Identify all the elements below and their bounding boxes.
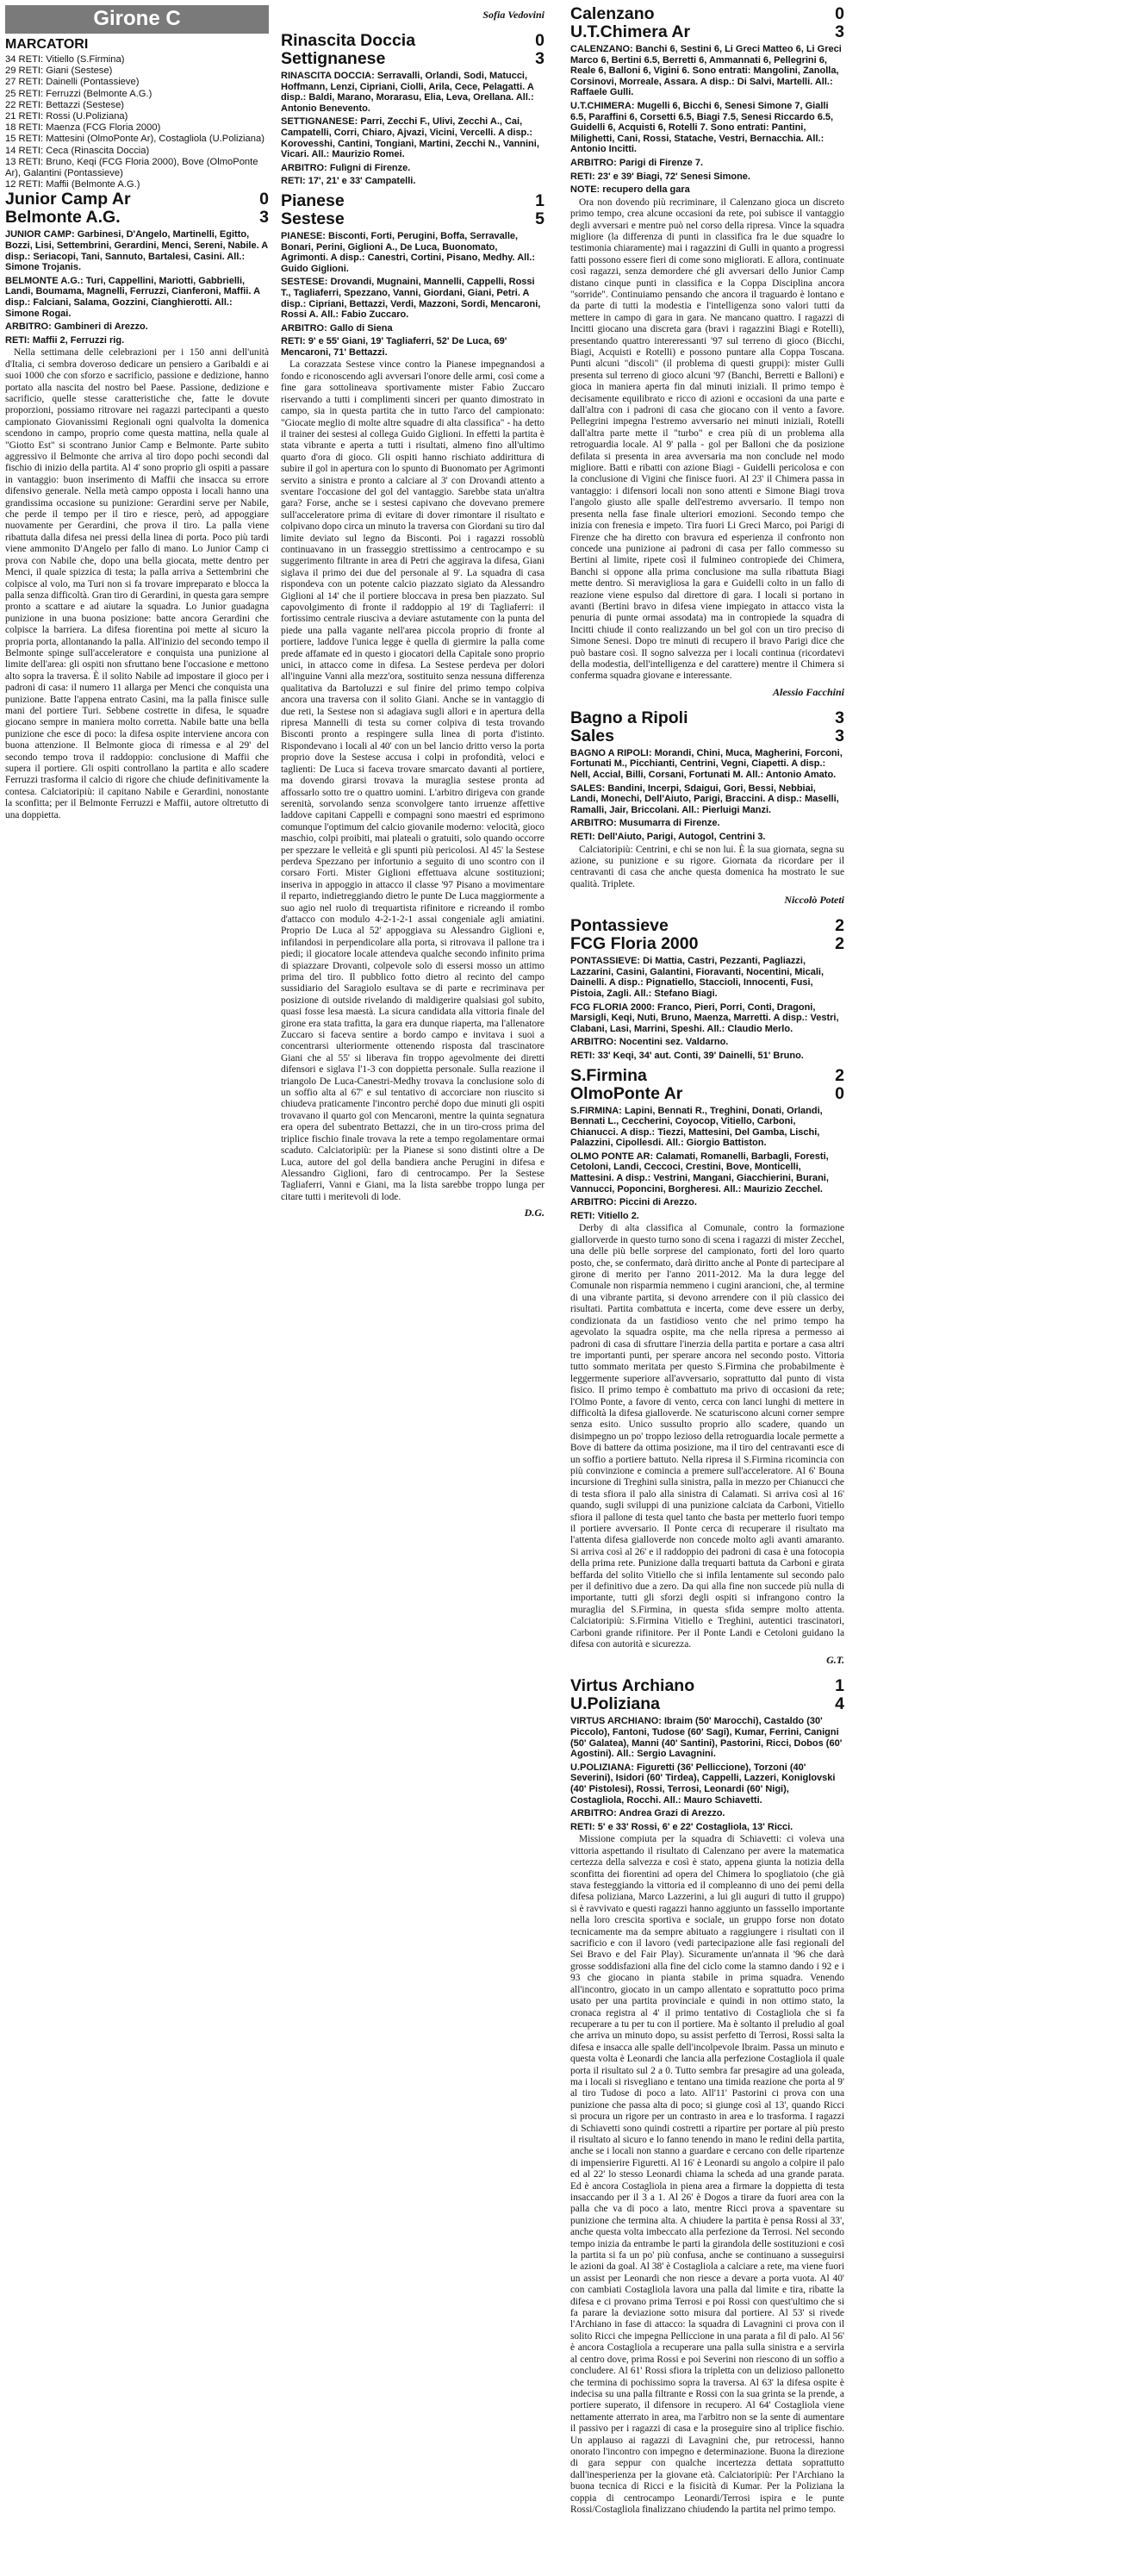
home-team: Pontassieve [570, 916, 669, 936]
home-score: 2 [835, 916, 844, 936]
marcatori-title: MARCATORI [5, 37, 89, 52]
marcatori-line: 13 RETI: Bruno, Keqi (FCG Floria 2000), Bove (OlmoPonte Ar), Galantini (Pontassieve) [5, 156, 258, 179]
away-score: 3 [259, 208, 269, 228]
lineup-line: SETTIGNANESE: Parri, Zecchi F., Ulivi, Zecchi A., Cai, Campatelli, Corri, Chiaro, Ajvazi, Vicini, Vercelli. A disp.: Korovesshi, Cantini, Tongiani, Martini, Zecchi N., Vannini, Vicari. All.: Maurizio Romei. [281, 116, 539, 160]
match-report: La corazzata Sestese vince contro la Pianese impegnandosi a fondo e riconoscendo agli avversari l'onore delle armi, così come a fine gara sottolineava sportivamente mister Fabio Zuccaro riservando a tutti i complimenti sinceri per quanto dimostrato in campo, sia in questa partita che in tutto l'arco del campionato: "Giocate meglio di molte altre squadre di alta classifica" - ha detto il trainer dei sestesi al collega Guido Giglioni. In effetti la partita è stata vibrante e aperta a tutti i risultati, almeno fino all'ultimo quarto d'ora di gioco. Gli ospiti hanno rischiato addirittura di subire il gol in apertura con lo spunto di Buonomato per Agrimonti servito a sinistra e pronto a calciare al 3' con Drovandi attento a sventare l'occasione del gol del vantaggio. Sarebbe stata un'altra gara? Forse, anche se i sestesi capivano che dovevano premere sull'acceleratore prima di evitare di dover rimontare il risultato e colpivano dopo circa un minuto la traversa con Giordani su tiro dal limite deviato sul legno da Bisconti. Poi i ragazzi rossoblù continuavano in un frasseggio strettissimo a centrocampo e su suggerimento filtrante in area di Petri che aggirava la difesa, Giani siglava il primo dei due del personale al 9'. La squadra di casa rispondeva con un potente calcio piazzato sigiato da Alessandro Giglioni al 14' che il portiere bloccava in presa ben piazzato. Sul capovolgimento di fronte il raddoppio al 19' di Tagliaferri: il fortissimo centrale riusciva a deviare astutamente con la punta del piede una palla vagante nell'area piccola proprio di fronte al portiere, laddove l'unica legge è quella di giermire la palla come prede affamate ed in questo i giocatori della Capitale sono proprio unici, in attacco come in difesa. La Sestese perdeva per dolori all'inguine Vanni alla mezz'ora, sostituito senza nessuna differenza qualitativa da Bartoluzzi e sul finire del primo tempo colpiva ancora una traversa con il solito Giani. Anche se in vantaggio di due reti, la Sestese non si adagiava sugli allori e in apertura della ripresa Mannelli di testa su corner colpiva di testa trovando Bisconti pronto a respingere sulla linea di porta d'istinto. Rispondevano i locali al 40' con un bel lancio dritto verso la porta proprio dove la Sestese accusa i colpi in profondità, veloci e taglienti: De Luca si faceva trovare smarcato davanti al portiere, ma dovendo girarsi trovava la muraglia sestese pronta ad affossarlo sotto tre o quattro uomini. L'arbitro dirigeva con grande serenità, sorvolando senza sconvolgere tanto irruenze affettive laddove capitani Cappelli e compagni sono maestri ed esprimono comunque l'optimum del calcio giovanile moderno: velocità, gioco maschio, colpi proibiti, mai plateali o gratuiti, solo quando occorre per spezzare le velleità e gli spunti più pericolosi. Al 45' la Sestese perdeva Spezzano per infortunio a seguito di uno scontro con il corsaro Forti. Mister Giglioni effettuava alcune sostituzioni; inseriva in appoggio in attacco il classe '97 Pisano a movimentare il reparto, indietreggiando dietro le punte De Luca maggiormente a suo agio nel ruolo di trequartista rifinitore e ricreando il rombo d'attacco con modulo 4-2-1-2-1 assai congeniale agli amiatini. Proprio De Luca al 52' appoggiava su Alessandro Giglioni e, infilandosi in perpendicolare alla porta, si ritrovava il pallone tra i piedi; il giocatore locale attendeva qualche secondo infinito prima di spiazzare Drovanti, colpevole solo di essersi mosso un attimo prima del tiro. Il pubblico fotto dietro al recinto del campo sussidiario del Saragiolo esultava se di parte e recriminava per posizione di outside rivelando di maldigerire qualsiasi gol subito, quasi fosse lesa maestà. La sicura candidata alla vittoria finale del girone era stata trafitta, la gara era dunque riaperta, ma l'allenatore Zuccaro si faceva sentire a bordo campo e invitava i suoi a concentrarsi ulteriormente ottenendo risposta dal trascinatore Giani che al 55' si liberava fin troppo agevolmente dei diretti difensori e siglava l'1-3 con doppietta personale. Sulla reazione il triangolo De Luca-Canestri-Medhy trovava la conclusione solo di un soffio alta al 67' e sul tentativo di accorciare non riuscito si chiudeva praticamente l'incontro perché dopo due minuti gli ospiti trovavano il quarto gol con Mencaroni, mentre la quinta segnatura era opera del subentrato Bettazzi, che in un tiro-cross prima del triplice fischio finale trovava la rete a tempo regolamentare ormai scaduto. Calciatoripiù: per la Pianese si sono distinti oltre a De Luca, autore del gol della bandiera anche Perugini in difesa e Alessandro Giglioni, faro di centrocampo. Per la Sestese Tagliaferri, Vanni e Giani, ma la lista sarebbe troppo lunga per citare tutti i meritevoli di lode. [281, 359, 544, 1202]
lineup-line: RINASCITA DOCCIA: Serravalli, Orlandi, Sodi, Matucci, Hoffmann, Lenzi, Cipriani, Ciolli, Arila, Cece, Pelagatti. A disp.: Baldi, Marano, Morarasu, Elia, Leva, Orellana. All.: Antonio Benevento. [281, 71, 534, 114]
match-rinascita-settignanese [281, 32, 544, 187]
lineup-line: U.T.CHIMERA: Mugelli 6, Bicchi 6, Senesi Simone 7, Gialli 6.5, Paraffini 6, Corsetti 6.5, Biagi 7.5, Senesi Riccardo 6.5, Guidelli 6, Acquisti 6, Rotelli 7. Sono entrati: Pantini, Milighetti, Cani, Rossi, Statache, Vestri, Bernacchia. All.: Antonio Incitti. [570, 100, 834, 155]
referee-line: ARBITRO: Andrea Grazi di Arezzo. [570, 1808, 725, 1819]
marcatori-line: 34 RETI: Vitiello (S.Firmina) [5, 54, 125, 65]
referee-line: ARBITRO: Nocentini sez. Valdarno. [570, 1037, 729, 1048]
marcatori-line: 22 RETI: Bettazzi (Sestese) [5, 99, 125, 110]
match-report: Nella settimana delle celebrazioni per i 150 anni dell'unità d'Italia, ci sembra doveroso dedicare un pensiero a Garibaldi e ai suoi 1000 che con sforzo e sacrificio, passione e dedizione, hanno portato alla nascita del nostro bel Paese. Passione, dedizione e sacrificio, quelle stesse caratteristiche che, fatte le dovute proporzioni, possiamo ritrovare nei ragazzi partecipanti a questo campionato Giovanissimi Regionali ogni qualvolta la domenica scendono in campo, proprio come questa mattina, nella quale al "Giotto Est" si scontrano Junior Camp e Belmonte. Parte subito aggressivo il Belmonte che arriva al tiro dopo pochi secondi dal fischio di inizio della partita. Al 4' sono proprio gli ospiti a passare in vantaggio: buon inserimento di Maffii che insacca su errore difensivo generale. Nella metà campo opposta i locali hanno una grandissima occasione su punizione: Gerardini serve per Nabile, che perde il tempo per il tiro e riesce, però, ad appoggiare nuovamente per Gerardini, che prova il tiro. La palla viene ribattuta dalla difesa nei pressi della linea di porta. Poco più tardi viene ammonito D'Angelo per fallo di mano. Lo Junior Camp ci prova con Nabile che, dopo una bella giocata, mette dentro per Menci, il quale spizzica di testa; la palla arriva a Settembrini che colpisce al volo, ma Turi non si fa trovare impreparato e blocca la palla senza difficoltà. Gran tiro di Gerardini, in questa gara sempre pronto a scattare e ad aiutare la squadra. Lo Junior guadagna punizione in una buona posizione: batte ancora Gerardini che colpisce la barriera. La difesa fiorentina poi mette al sicuro la propria porta, allontanando la palla. All'inizio del secondo tempo il Belmonte spinge sull'acceleratore e conquista una punizione al limite dell'area: gli ospiti non sfruttano bene l'occasione e mettono alto sopra la traversa. È il solito Nabile ad impostare il gioco per i padroni di casa: il numero 11 allarga per Menci che conquista una punizione. Batte l'appena entrato Casini, ma la palla finisce sulle mani del portiere Turi. Sebbene costrette in difesa, le squadre giocano sempre in maniera molto corretta. Nabile batte una bella punizione che esce di poco: la difesa ospite interviene ancora con buona attenzione. Il Belmonte gioca di rimessa e al 29' del secondo tempo trova il raddoppio: conclusione di Maffii che supera il portiere. Gli ospiti controllano la partita e allo scadere Ferruzzi trasforma il calcio di rigore che chiude definitivamente la contesa. Calciatoripiù: il capitano Nabile e Gerardini, nonostante la sconfitta; per il Belmonte Ferruzzi e Maffii, autore oltretutto di una doppietta. [5, 347, 269, 820]
home-team-row [570, 5, 844, 23]
away-team-row [570, 1085, 844, 1103]
home-team-row [570, 1677, 844, 1695]
home-team: Rinascita Doccia [281, 31, 416, 50]
away-team: U.Poliziana [570, 1694, 661, 1714]
away-score: 3 [535, 49, 544, 68]
match-report: Ora non dovendo più recriminare, il Calenzano gioca un discreto primo tempo, crea alcune occasioni da rete, poi subisce il vantaggio degli avversari e mentre può nel corso della ripresa. Vince la squadra migliore (la differenza di punti in classifica fra le due squadre lo testimonia chiaramente) mai i ragazzini di Gulli in quanto a progressi fatti possono essere fieri di come sono migliorati. E allora, continuate così ragazzi, senza demordere ché gli avversari dello Junior Camp distano cinque punti in classifica e la Coppa Disciplina ancora "sorride". Continuiamo pensando che ancora il traguardo è lontano e da parte di tutti la modestia e l'intelligenza sono valori tutti da mettere in campo di gara in gara. Ne mancano quattro. I ragazzi di Incitti giocano una discreta gara (bravi i ragazzini Biagi e Rotelli), presentando quattro intereressanti '97 sul terreno di gioco (Bicchi, Biagi, Acquisti e Rotelli) e possono puntare alla Coppa Toscana. Punti alcuni "discoli" (il problema di questi gruppi): mister Gulli presenta sul terreno di gioco alcuni '97 (Banchi, Berretti e Balloni) e gioca in maniera aperta fin dal minuti iniziali. Il primo tempo è decisamente equilibrato e ricco di azioni e occasioni da una parte e dall'altra con i padroni di casa che giocano con il vento a favore. Pellegrini impegna l'estremo avversario nei minuti iniziali, Rotelli dall'altra parte mette il "turbo" e crea più di un problema alla retroguardia locale. Al 9' palla - gol per Balloni che da posizione defilata si presenta in area avversaria ma non conclude nel modo migliore. Batti e ribatti con azione Biagi - Guidelli pericolosa e con la conclusione di Vigini che finisce fuori. Al 23' il Chimera passa in vantaggio: i difensori locali non sono attenti e Simone Biagi trova l'angolo giusto alle spalle dell'estremo avversario. Il tempo non presenta nella fase finale ulteriori emozioni. Secondo tempo che inizia con frenesia e impeto. Tira fuori Li Greci Marco, poi Parigi di Firenze che ha diretto con bravura ed esperienza il confronto non concede una punizione ai padroni di casa per fallo commesso su Bertini al limite, ripete così il fulmineo contropiede dei Chimera, Banchi si oppone alla prima conclusione ma sulla ribattuta Biagi mette dentro. Sì meravigliosa la gara e Guidelli colto in un fallo di reazione viene espulso dal direttore di gara. I locali si portano in avanti (Bertini bravo in difesa viene impiegato in attacco vista la penuria di punte ormai assodata) ma in contropiede la squadra di Incitti chiude il conto realizzando un bel gol con un tiro preciso di Simone Senesi. Dopo tre minuti di recupero il bravo Parigi dice che può bastare così. Il sogno salvezza per i locali continua (ricordatevi della modestia, dell'intelligenza e del carattere) mentre il Chimera si conferma squadra giovane e interessante. [570, 196, 844, 682]
away-team: Sestese [281, 209, 345, 228]
goals-line: RETI: Dell'Aiuto, Parigi, Autogol, Centrini 3. [570, 831, 766, 842]
referee-line: ARBITRO: Gallo di Siena [281, 322, 393, 334]
lineup-line: PIANESE: Bisconti, Forti, Perugini, Boffa, Serravalle, Bonari, Perini, Giglioni A., De Luca, Buonomato, Agrimonti. A disp.: Canestri, Cortini, Pisano, Medhy. All.: Guido Giglioni. [281, 230, 535, 274]
notes-line: NOTE: recupero della gara [570, 184, 690, 196]
away-team-row [570, 1695, 844, 1713]
marcatori-list [5, 54, 269, 190]
lineup-line: CALENZANO: Banchi 6, Sestini 6, Li Greci Matteo 6, Li Greci Marco 6, Bertini 6.5, Berretti 6, Ammannati 6, Pellegrini 6, Reale 6, Balloni 6, Vigini 6. Sono entrati: Mangolini, Zanolla, Corsinovi, Morreale, Assara. A disp.: Di Salvi, Martelli. All.: Raffaele Gulli. [570, 44, 842, 98]
marcatori-line: 15 RETI: Mattesini (OlmoPonte Ar), Costagliola (U.Poliziana) [5, 134, 264, 145]
lineup-line: BELMONTE A.G.: Turi, Cappellini, Mariotti, Gabbrielli, Landi, Boumama, Magnelli, Ferruzzi, Cianferoni, Maffii. A disp.: Falciani, Salama, Gozzini, Cianghierotti. All.: Simone Rogai. [5, 275, 260, 319]
home-team-row [570, 709, 844, 727]
home-team-row [281, 192, 544, 210]
lineup-line: VIRTUS ARCHIANO: Ibraim (50' Marocchi), Castaldo (30' Piccolo), Fantoni, Tudose (60' Sagi), Kumar, Ferrini, Canigni (50' Galatea), Manni (40' Santini), Pastorini, Ricci, Dobos (60' Agostini). All.: Sergio Lavagnini. [570, 1716, 843, 1760]
home-score: 1 [835, 1676, 844, 1696]
home-score: 1 [535, 190, 544, 210]
home-team-row [281, 32, 544, 50]
home-score: 2 [835, 1065, 844, 1085]
away-team-row [570, 727, 844, 745]
lineup-line: SALES: Bandini, Incerpi, Sdaigui, Gori, Bessi, Nebbiai, Landi, Monechi, Dell'Aiuto, Parigi, Braccini. A disp.: Maselli, Ramalli, Jair, Briccolani. All.: Pierluigi Manzi. [570, 783, 839, 815]
home-team: Virtus Archiano [570, 1676, 695, 1696]
referee-line: ARBITRO: Parigi di Firenze 7. [570, 157, 704, 168]
lineup-line: SESTESE: Drovandi, Mugnaini, Mannelli, Cappelli, Rossi T., Tagliaferri, Spezzano, Vanni, Giordani, Giani, Petri. A disp.: Cipriani, Bettazzi, Verdi, Mazzoni, Sordi, Mencaroni, Rossi A. All.: Fabio Zuccaro. [281, 277, 541, 321]
marcatori-line: 25 RETI: Ferruzzi (Belmonte A.G.) [5, 88, 152, 99]
referee-line: ARBITRO: Fulìgni di Firenze. [281, 162, 411, 173]
marcatori-line: 12 RETI: Maffii (Belmonte A.G.) [5, 179, 140, 190]
home-score: 0 [259, 190, 269, 209]
marcatori-line: 21 RETI: Rossi (U.Poliziana) [5, 111, 128, 122]
home-team: Junior Camp Ar [5, 190, 131, 209]
away-score: 5 [535, 209, 544, 228]
home-team: S.Firmina [570, 1065, 647, 1085]
lineup-line: FCG FLORIA 2000: Franco, Pieri, Porri, Conti, Dragoni, Marsigli, Keqi, Nuti, Bruno, Maenza, Marretti. A disp.: Vestri, Clabani, Lasi, Marrini, Speshi. All.: Claudio Merlo. [570, 1001, 839, 1034]
goals-line: RETI: 33' Keqi, 34' aut. Conti, 39' Dainelli, 51' Bruno. [570, 1050, 804, 1061]
marcatori-line: 29 RETI: Giani (Sestese) [5, 65, 113, 77]
match-sfirmina-olmoponte [570, 1067, 844, 1668]
referee-line: ARBITRO: Gambineri di Arezzo. [5, 321, 148, 333]
home-team: Calenzano [570, 5, 655, 23]
goals-line: RETI: 9' e 55' Giani, 19' Tagliaferri, 52' De Luca, 69' Mencaroni, 71' Bettazzi. [281, 336, 507, 358]
goals-line: RETI: 5' e 33' Rossi, 6' e 22' Costagliola, 13' Ricci. [570, 1821, 793, 1832]
away-team: FCG Floria 2000 [570, 934, 699, 954]
column-3 [570, 5, 844, 2565]
match-pontassieve-floria [570, 917, 844, 1061]
away-score: 4 [835, 1694, 844, 1714]
referee-line: ARBITRO: Musumarra di Firenze. [570, 818, 720, 829]
away-team-row [281, 210, 544, 228]
match-junior-camp-belmonte [5, 190, 269, 821]
away-score: 3 [835, 726, 844, 745]
match-bagno-sales [570, 709, 844, 907]
away-team-row [281, 50, 544, 68]
match-pianese-sestese [281, 192, 544, 1219]
away-team: Settignanese [281, 49, 386, 68]
home-score: 0 [835, 5, 844, 23]
away-team: U.T.Chimera Ar [570, 22, 691, 41]
author-signature: Sofia Vedovini [482, 9, 544, 21]
lineup-line: S.FIRMINA: Lapini, Bennati R., Treghini, Donati, Orlandi, Bennati L., Ceccherini, Coyocop, Vitiello, Carboni, Chianucci. A disp.: Tiezzi, Mattesini, Del Gamba, Lischi, Palazzini, Cipollesdi. All.: Giorgio Battiston. [570, 1105, 823, 1149]
author-signature: G.T. [826, 1654, 844, 1667]
goals-line: RETI: Vitiello 2. [570, 1210, 639, 1221]
author-signature: Niccolò Poteti [784, 894, 844, 907]
author-signature: Alessio Facchini [772, 685, 844, 698]
home-score: 0 [535, 31, 544, 50]
lineup-line: OLMO PONTE AR: Calamati, Romanelli, Barbagli, Foresti, Cetoloni, Landi, Ceccoci, Crestini, Bove, Monticelli, Mattesini. A disp.: Vestrini, Mangani, Giacchierini, Burani, Vannucci, Poponcini, Borgheresi. All.: Maurizio Zecchel. [570, 1151, 829, 1194]
lineup-line: U.POLIZIANA: Figuretti (36' Pelliccione), Torzoni (40' Severini), Isidori (60' Tirdea), Cappelli, Lazzeri, Koniglovski (40' Pistolesi), Rossi, Terrosi, Leonardi (60' Nigi), Costagliola, Rocchi. All.: Mauro Schiavetti. [570, 1762, 836, 1806]
goals-line: RETI: Maffii 2, Ferruzzi rig. [5, 334, 125, 346]
away-team: Belmonte A.G. [5, 208, 121, 228]
home-team-row [5, 190, 269, 209]
lineup-line: BAGNO A RIPOLI: Morandi, Chini, Muca, Magherini, Forconi, Fortunati M., Picchianti, Centrini, Vegni, Ciapetti. A disp.: Nell, Accial, Billi, Corsani, Fortunati M. All.: Antonio Amato. [570, 747, 843, 780]
match-report: Derby di alta classifica al Comunale, contro la formazione giallorverde in questo turno sono di scena i ragazzi di mister Zecchel, una delle più belle sorprese del campionato, forti del loro quarto posto, che, se confermato, darà diritto anche al Ponte di partecipare al girone di merito per l'anno 2011-2012. Ma la dura legge del Comunale non risparmia nemmeno i cugini arancioni, che, al termine di una vibrante partita, si devono arrendere con il più classico dei risultati. Partita combattuta e incerta, come deve essere un derby, condizionata da un fastidioso vento che nel primo tempo ha agevolato la squadra ospite, ma che nella ripresa a permesso ai padroni di casa di sfruttare l'inerzia della partita e portare a casa altri tre importanti punti, per sperare ancora nel secondo posto. Vittoria tutto sommato meritata per questo S.Firmina che probabilmente è leggermente superiore all'avversario, soprattutto dal punto di vista fisico. Il primo tempo è combattuto ma privo di occasioni da rete; l'Olmo Ponte, a favore di vento, cerca con lanci lunghi di mettere in difficoltà la difesa gialloverde. Ne scaturiscono alcuni corner sempre senza esito. Unico sussulto proprio allo scadere, quando un disimpegno un po' troppo lezioso della retroguardia locale permette a Bove di battere da ottima posizione, ma il tiro del centravanti esce di un soffio a portiere battuto. Nella ripresa il S.Firmina ricomincia con più convinzione e comincia a premere sull'acceleratore. Al 6' Bouna incursione di Treghini sulla sinistra, palla in mezzo per Chianucci che di testa sfiora il palo alla sinistra di Calamati. Si arriva così al 16' quando, sugli sviluppi di una punizione calciata da Carboni, Vitiello sfiora il pallone di testa quel tanto che basta per metterlo fuori tempo il portiere avversario. Il Ponte cerca di recuperare il risultato ma l'attenta difesa gialloverde non concede molto agli avanti amaranto. Si arriva così al 26' e il raddoppio dei padroni di casa è una fotocopia della prima rete. Punizione dalla trequarti battuta da Carboni e girata beffarda del solito Vitiello che si infila lentamente sul secondo palo per il definitivo due a zero. Da qui alla fine non succede più nulla di importante, tutti gli sforzi degli ospiti si infrangono contro la muraglia del S.Firmina, in questa sfida sempre molto attenta. Calciatoripiù: S.Firmina Vitiello e Treghini, autentici trascinatori, Carboni grande rifinitore. Per il Ponte Landi e Cetoloni guidano la difesa con autorità e sicurezza. [570, 1223, 844, 1650]
away-score: 0 [835, 1083, 844, 1103]
away-score: 2 [835, 934, 844, 954]
column-4 [856, 5, 1136, 970]
girone-header: Girone C [5, 5, 269, 34]
home-team: Pianese [281, 190, 345, 210]
column-1 [5, 5, 269, 936]
home-team-row [570, 1067, 844, 1085]
marcatori-line: 27 RETI: Dainelli (Pontassieve) [5, 77, 140, 88]
goals-line: RETI: 17', 21' e 33' Campatelli. [281, 176, 416, 187]
marcatori-line: 14 RETI: Ceca (Rinascita Doccia) [5, 145, 150, 156]
match-calenzano-chimera [570, 5, 844, 699]
column-2 [281, 5, 544, 1832]
lineup-line: PONTASSIEVE: Di Mattia, Castri, Pezzanti, Pagliazzi, Lazzarini, Casini, Galantini, Fioravanti, Nocentini, Micali, Dainelli. A disp.: Pignatiello, Staccioli, Innocenti, Fusi, Pistoia, Zagli. All.: Stefano Biagi. [570, 956, 825, 999]
away-team: OlmoPonte Ar [570, 1083, 683, 1103]
away-score: 3 [835, 22, 844, 41]
marcatori-line: 18 RETI: Maenza (FCG Floria 2000) [5, 122, 161, 134]
away-team-row [570, 935, 844, 953]
lineup-line: JUNIOR CAMP: Garbinesi, D'Angelo, Martinelli, Egitto, Bozzi, Lisi, Settembrini, Gerardini, Menci, Sereni, Nabile. A disp.: Seriacopi, Tani, Sannuto, Bartalesi, Casini. All.: Simone Trojanis. [5, 229, 268, 273]
home-team-row [570, 917, 844, 935]
match-report: Calciatoripiù: Centrini, e chi se non lui. È la sua giornata, segna su azione, su punizione e su rigore. Giornata da ricordare per il centravanti di casa che anche questa domenica ha mostrato le sue qualità. Triplete. [570, 844, 844, 889]
goals-line: RETI: 23' e 39' Biagi, 72' Senesi Simone. [570, 171, 750, 182]
home-score: 3 [835, 708, 844, 727]
home-team: Bagno a Ripoli [570, 708, 688, 727]
match-report: Missione compiuta per la squadra di Schiavetti: ci voleva una vittoria aspettando il risultato di Calenzano per avere la matematica certezza della salvezza e così è stato, appena giunta la notizia della sconfitta dei fiorentini ad opera del Chimera lo spogliatoio (che già stava festeggiando la vittoria ed il compleanno di uno dei pemi della difesa poliziana, Marco Lazzerini, a lui gli auguri di tutto il gruppo) si è ravvivato e questi ragazzi hanno aggiunto un fasssello importante nella loro crescita sportiva e sociale, un gruppo forse non dotato tecnicamente ma da sempre abituato a raggiungere i risultati con il sacrificio e con il lavoro (vedi partecipazione alle fasi regionali del Sei Bravo e del Fair Play). Sicuramente un'annata il '96 che darà grosse soddisfazioni alla fine del ciclo come la stamno dando i 92 e i 93 che giocano in pianta stabile in prima squadra. Venendo all'incontro, giocato in un campo allentato e soprattutto poco prima usato per una partita provinciale e quindi in non ottimo stato, la cronaca registra al 4' il primo tentativo di Costagliola che si fa recuperare a tu per tu con il portiere. Ma è soltanto il preludio al goal che arriva un minuto dopo, su assist perfetto di Terrosi, Rossi salta la difesa e insacca alle spalle dell'incolpevole Ibraim. Passa un minuto e questa volta è Leonardi che lancia alla perfezione Costagliola il quale porta il risultato sul 2 a 0. Tutto sembra far presagire ad una goleada, ma i locali si risvegliano e tentano una timida reazione che porta al 9' al tiro Tudose di poco a lato. All'11' Pastorini ci prova con una punizione che passa alta di poco; si giunge così al 13', quando Ricci si procura un rigore per un contrasto in area e lo trasforma. I ragazzi di Schiavetti sono quindi costretti a ripartire per portare al più presto il risultato al sicuro e lo fanno tenendo in mano le redini della partita, anche se i locali non stanno a guardare e cercano con delle ripartenze di impensierire Figuretti. Al 16' è Leonardi su angolo a colpire il palo ed al 22' lo stesso Leonardi chiama la scheda ad una grande parata. Ed è ancora Costagliola in piena area a firmare la doppietta di testa insaccando per il 3 a 1. Al 26' è Dogos a tirare da fuori area con la palla che va di poco a lato, mentre Ricci prova a spaventare su punizione che termina alta. A chiudere la partita è pensa Rossi al 33', anche questa volta imbeccato alla perfezione da Terrosi. Nel secondo tempo inizia da entrambe le parti la girandola delle sostituzioni e così la partita si fa un po' più confusa, anche se continuano a susseguirsi le azioni da goal. Al 38' è Costagliola a calciare a rete, ma viene fuori un assist per Leonardi che non riesce a devare a porta vuota. Al 40' con cambiati Costagliola lavora una palla dal limite e tira, ribatte la difesa e ci provano prima Terrosi e poi Rossi con quest'ultimo che si fa parare la deviazione sotto misura dal portiere. Al 53' si rivede l'Archiano in fase di attacco: la squadra di Lavagnini ci prova con il solito Ricci che impegna Pelliccione in una parata a fil di palo. Al 56' è ancora Costagliola a recuperare una palla sulla sinistra e a servirla al centro dove, prima Rossi e poi Severini non riescono di un soffio a concludere. Al 61' Rossi sfiora la tripletta con un delizioso pallonetto che termina di pochissimo sopra la traversa. Al 63' la difesa ospite è indecisa su una palla filtrante e Rossi con la sua grinta se la prende, a portiere superato, il difensore in recupero. Al 64' Costagliola viene nettamente atterrato in area, ma l'arbitro non se la sente di aumentare il passivo per i ragazzi di casa e la proseguire sino al triplice fischio. Un applauso ai ragazzi di Lavagnini che, pur retrocessi, hanno onorato l'incontro con impegno e determinazione. Buona la direzione di gara seppur con qualche incertezza dettata soprattutto dall'inesperienza per la giovane età. Calciatoripiù: Per l'Archiano la buona tecnica di Ricci e la fisicità di Kumar. Per la Poliziana la coppia di centrocampo Leonardi/Terrosi ispira e le punte Rossi/Costagliola finalizzano chiudendo la partita nel primo tempo. [570, 1834, 844, 2515]
away-team-row [5, 209, 269, 227]
away-team: Sales [570, 726, 614, 745]
away-team-row [570, 23, 844, 41]
referee-line: ARBITRO: Piccini di Arezzo. [570, 1197, 697, 1208]
author-signature: D.G. [524, 1207, 544, 1219]
match-archiano-poliziana [570, 1677, 844, 2516]
